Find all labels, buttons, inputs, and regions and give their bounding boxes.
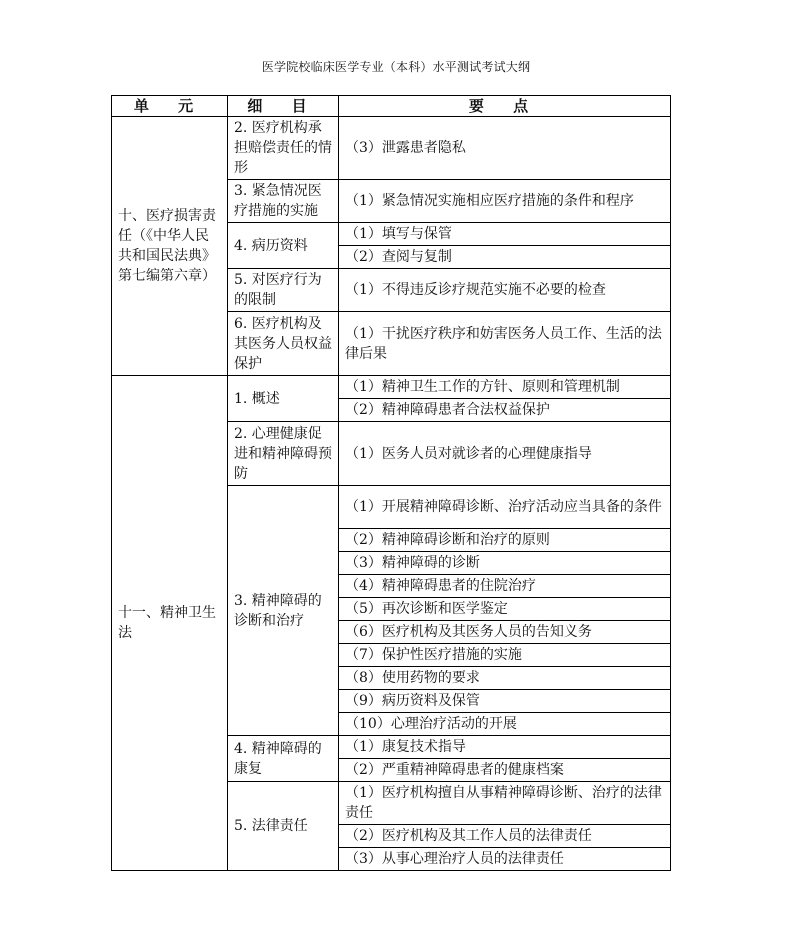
point-cell: （5）再次诊断和医学鉴定 — [339, 598, 671, 621]
unit-cell: 十、医疗损害责任（《中华人民共和国民法典》第七编第六章） — [112, 117, 228, 376]
header-item: 细 目 — [228, 96, 339, 117]
point-cell: （3）精神障碍的诊断 — [339, 552, 671, 575]
point-cell: （1）医疗机构擅自从事精神障碍诊断、治疗的法律责任 — [339, 782, 671, 825]
point-cell: （1）不得违反诊疗规范实施不必要的检查 — [339, 269, 671, 312]
point-cell: （6）医疗机构及其医务人员的告知义务 — [339, 621, 671, 644]
table-row — [112, 117, 671, 180]
page-title: 医学院校临床医学专业（本科）水平测试考试大纲 — [261, 60, 531, 74]
point-cell: （2）医疗机构及其工作人员的法律责任 — [339, 825, 671, 848]
point-cell: （1）精神卫生工作的方针、原则和管理机制 — [339, 376, 671, 399]
header-row — [112, 96, 671, 117]
point-cell: （2）精神障碍诊断和治疗的原则 — [339, 529, 671, 552]
point-cell: （3）从事心理治疗人员的法律责任 — [339, 848, 671, 871]
item-cell: 3. 紧急情况医疗措施的实施 — [228, 180, 339, 223]
item-cell: 1. 概述 — [228, 376, 339, 422]
header-point: 要 点 — [339, 96, 671, 117]
exam-outline-table — [111, 95, 671, 871]
item-cell: 5. 法律责任 — [228, 782, 339, 871]
header-unit: 单 元 — [112, 96, 228, 117]
point-cell: （2）精神障碍患者合法权益保护 — [339, 399, 671, 422]
point-cell: （1）医务人员对就诊者的心理健康指导 — [339, 422, 671, 486]
point-cell: （10）心理治疗活动的开展 — [339, 713, 671, 736]
item-cell: 2. 心理健康促进和精神障碍预防 — [228, 422, 339, 486]
item-cell: 3. 精神障碍的诊断和治疗 — [228, 486, 339, 736]
point-cell: （1）紧急情况实施相应医疗措施的条件和程序 — [339, 180, 671, 223]
item-cell: 4. 精神障碍的康复 — [228, 736, 339, 782]
point-cell: （7）保护性医疗措施的实施 — [339, 644, 671, 667]
item-cell: 6. 医疗机构及其医务人员权益保护 — [228, 312, 339, 376]
point-cell: （4）精神障碍患者的住院治疗 — [339, 575, 671, 598]
point-cell: （8）使用药物的要求 — [339, 667, 671, 690]
item-cell: 4. 病历资料 — [228, 223, 339, 269]
point-cell: （3）泄露患者隐私 — [339, 117, 671, 180]
item-cell: 2. 医疗机构承担赔偿责任的情形 — [228, 117, 339, 180]
unit-cell: 十一、精神卫生法 — [112, 376, 228, 871]
point-cell: （1）干扰医疗秩序和妨害医务人员工作、生活的法律后果 — [339, 312, 671, 376]
point-cell: （1）康复技术指导 — [339, 736, 671, 759]
point-cell: （9）病历资料及保管 — [339, 690, 671, 713]
table-row — [112, 376, 671, 399]
point-cell: （1）开展精神障碍诊断、治疗活动应当具备的条件 — [339, 486, 671, 529]
point-cell: （2）严重精神障碍患者的健康档案 — [339, 759, 671, 782]
point-cell: （2）查阅与复制 — [339, 246, 671, 269]
item-cell: 5. 对医疗行为的限制 — [228, 269, 339, 312]
point-cell: （1）填写与保管 — [339, 223, 671, 246]
